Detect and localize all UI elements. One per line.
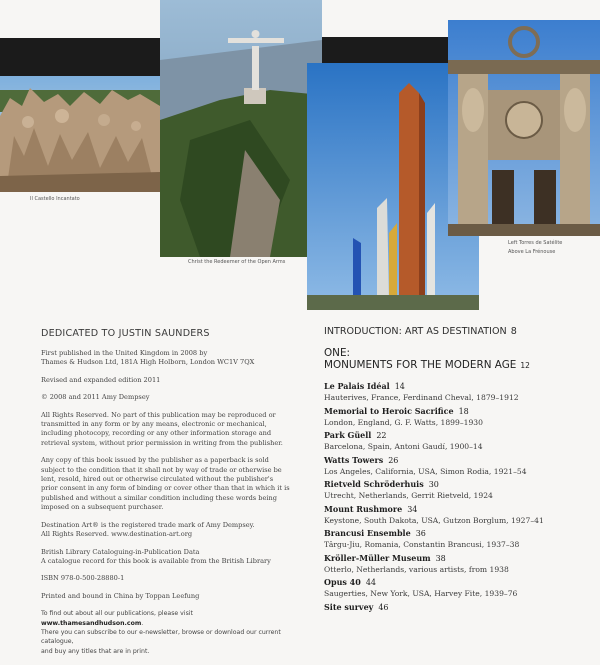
- entry-page: 46: [378, 602, 389, 612]
- contents-entry: [324, 504, 584, 526]
- entry-description: Utrecht, Netherlands, Gerrit Rietveld, 1924: [324, 491, 493, 500]
- entry-description: Saugerties, New York, USA, Harvey Fite, 1939–76: [324, 589, 518, 598]
- publication-info: [41, 349, 291, 368]
- caption-castello: Il Castello Incantato: [30, 196, 80, 202]
- entry-page: 34: [407, 504, 418, 514]
- imprint-column: [41, 328, 291, 656]
- photo-castello-incantato: [0, 76, 160, 192]
- entry-title: Opus 40: [324, 577, 361, 587]
- cip-line-2: A catalogue record for this book is available from the British Library: [41, 556, 271, 565]
- chapter-page: 12: [520, 361, 530, 370]
- publisher-website-link[interactable]: www.thamesandhudson.com: [41, 619, 142, 627]
- entry-title: Brancusi Ensemble: [324, 528, 411, 538]
- entry-page: 36: [415, 529, 426, 538]
- entry-page: 18: [458, 406, 469, 416]
- entry-page: 26: [388, 455, 399, 465]
- publications-note: [41, 609, 291, 656]
- entry-page: 22: [376, 431, 387, 440]
- entry-description: Târgu-Jiu, Romania, Constantin Brancusi, 1937–38: [324, 540, 520, 549]
- header-bar-right: [322, 37, 448, 63]
- printed-in: Printed and bound in China by Toppan Leefung: [41, 591, 200, 600]
- contents-entries: [324, 381, 584, 613]
- published-line-1: First published in the United Kingdom in 2008 by: [41, 349, 208, 357]
- copyright: © 2008 and 2011 Amy Dempsey: [41, 393, 150, 402]
- contents-entry: [324, 455, 584, 477]
- chapter-heading: [324, 347, 584, 372]
- caption-torres-line1: Left Torres de Satélite: [508, 240, 563, 246]
- isbn: ISBN 978-0-500-28880-1: [41, 574, 125, 583]
- intro-label: INTRODUCTION: ART AS DESTINATION: [324, 326, 507, 337]
- contents-column: [324, 326, 584, 615]
- entry-description: Otterlo, Netherlands, various artists, from 1938: [324, 564, 509, 574]
- find-line-1-post: .: [141, 619, 144, 627]
- cip-line-1: British Library Cataloguing-in-Publication Data: [41, 547, 200, 556]
- caption-torres-line2: Above La Frénouse: [508, 249, 556, 255]
- trademark: [41, 521, 291, 540]
- contents-introduction: [324, 326, 584, 337]
- entry-description: Los Angeles, California, USA, Simon Rodia, 1921–54: [324, 466, 527, 476]
- photo-christ-redeemer: [160, 0, 322, 257]
- contents-entry: [324, 381, 584, 403]
- sale-conditions: Any copy of this book issued by the publisher as a paperback is sold subject to the condition that it shall not by way of trade or otherwise be lent, resold, hired out or otherwise circulated without the publisher's prior consent in any form of binding or cover other than that in which it is published and without a similar condition including these words being imposed on a subsequent purchaser.: [41, 456, 290, 512]
- photo-la-frenouse: [448, 20, 600, 236]
- entry-title: Kröller-Müller Museum: [324, 552, 431, 563]
- header-bar-left: [0, 38, 160, 76]
- contents-entry: [324, 430, 584, 452]
- entry-description: Keystone, South Dakota, USA, Gutzon Borglum, 1927–41: [324, 515, 544, 525]
- trademark-line-2: All Rights Reserved. www.destination-art.org: [41, 530, 193, 539]
- intro-page: 8: [510, 326, 517, 337]
- contents-entry: [324, 577, 584, 599]
- chapter-label: ONE:: [324, 347, 351, 359]
- entry-page: 30: [428, 480, 439, 489]
- entry-description: Hauterives, France, Ferdinand Cheval, 1879–1912: [324, 393, 519, 402]
- trademark-line-1: Destination Art® is the registered trade mark of Amy Dempsey.: [41, 520, 255, 529]
- caption-christ: Christ the Redeemer of the Open Arms: [188, 259, 286, 265]
- entry-title: Site survey: [324, 601, 374, 612]
- cip-data: [41, 548, 291, 567]
- rights-statement: All Rights Reserved. No part of this publication may be reproduced or transmitted in any form or by any means, electronic or mechanical, including photocopy, recording or any other information storage and retrieval system, without prior permission in writing from the publisher.: [41, 410, 283, 447]
- contents-entry: [324, 406, 584, 428]
- entry-page: 44: [365, 578, 376, 587]
- entry-title: Mount Rushmore: [324, 503, 403, 514]
- entry-title: Le Palais Idéal: [324, 381, 390, 391]
- contents-entry: [324, 479, 584, 501]
- chapter-title: MONUMENTS FOR THE MODERN AGE: [324, 359, 517, 371]
- entry-title: Memorial to Heroic Sacrifice: [324, 405, 454, 416]
- find-line-2: There you can subscribe to our e-newsletter, browse or download our current catalogue,: [41, 628, 281, 646]
- entry-description: Barcelona, Spain, Antoni Gaudí, 1900–14: [324, 442, 483, 451]
- entry-page: 14: [394, 382, 405, 391]
- entry-title: Watts Towers: [324, 454, 384, 465]
- contents-entry: [324, 553, 584, 575]
- entry-title: Rietveld Schröderhuis: [324, 479, 424, 489]
- revised-edition: Revised and expanded edition 2011: [41, 375, 161, 384]
- published-line-2: Thames & Hudson Ltd, 181A High Holborn, London WC1V 7QX: [41, 358, 255, 367]
- entry-page: 38: [435, 553, 446, 563]
- entry-description: London, England, G. F. Watts, 1899–1930: [324, 417, 483, 427]
- contents-entry: [324, 528, 584, 550]
- dedication: DEDICATED TO JUSTIN SAUNDERS: [41, 328, 210, 339]
- contents-entry: [324, 602, 584, 613]
- entry-title: Park Güell: [324, 430, 372, 440]
- find-line-3: and buy any titles that are in print.: [41, 647, 150, 655]
- find-line-1-pre: To find out about all our publications, please visit: [41, 610, 193, 618]
